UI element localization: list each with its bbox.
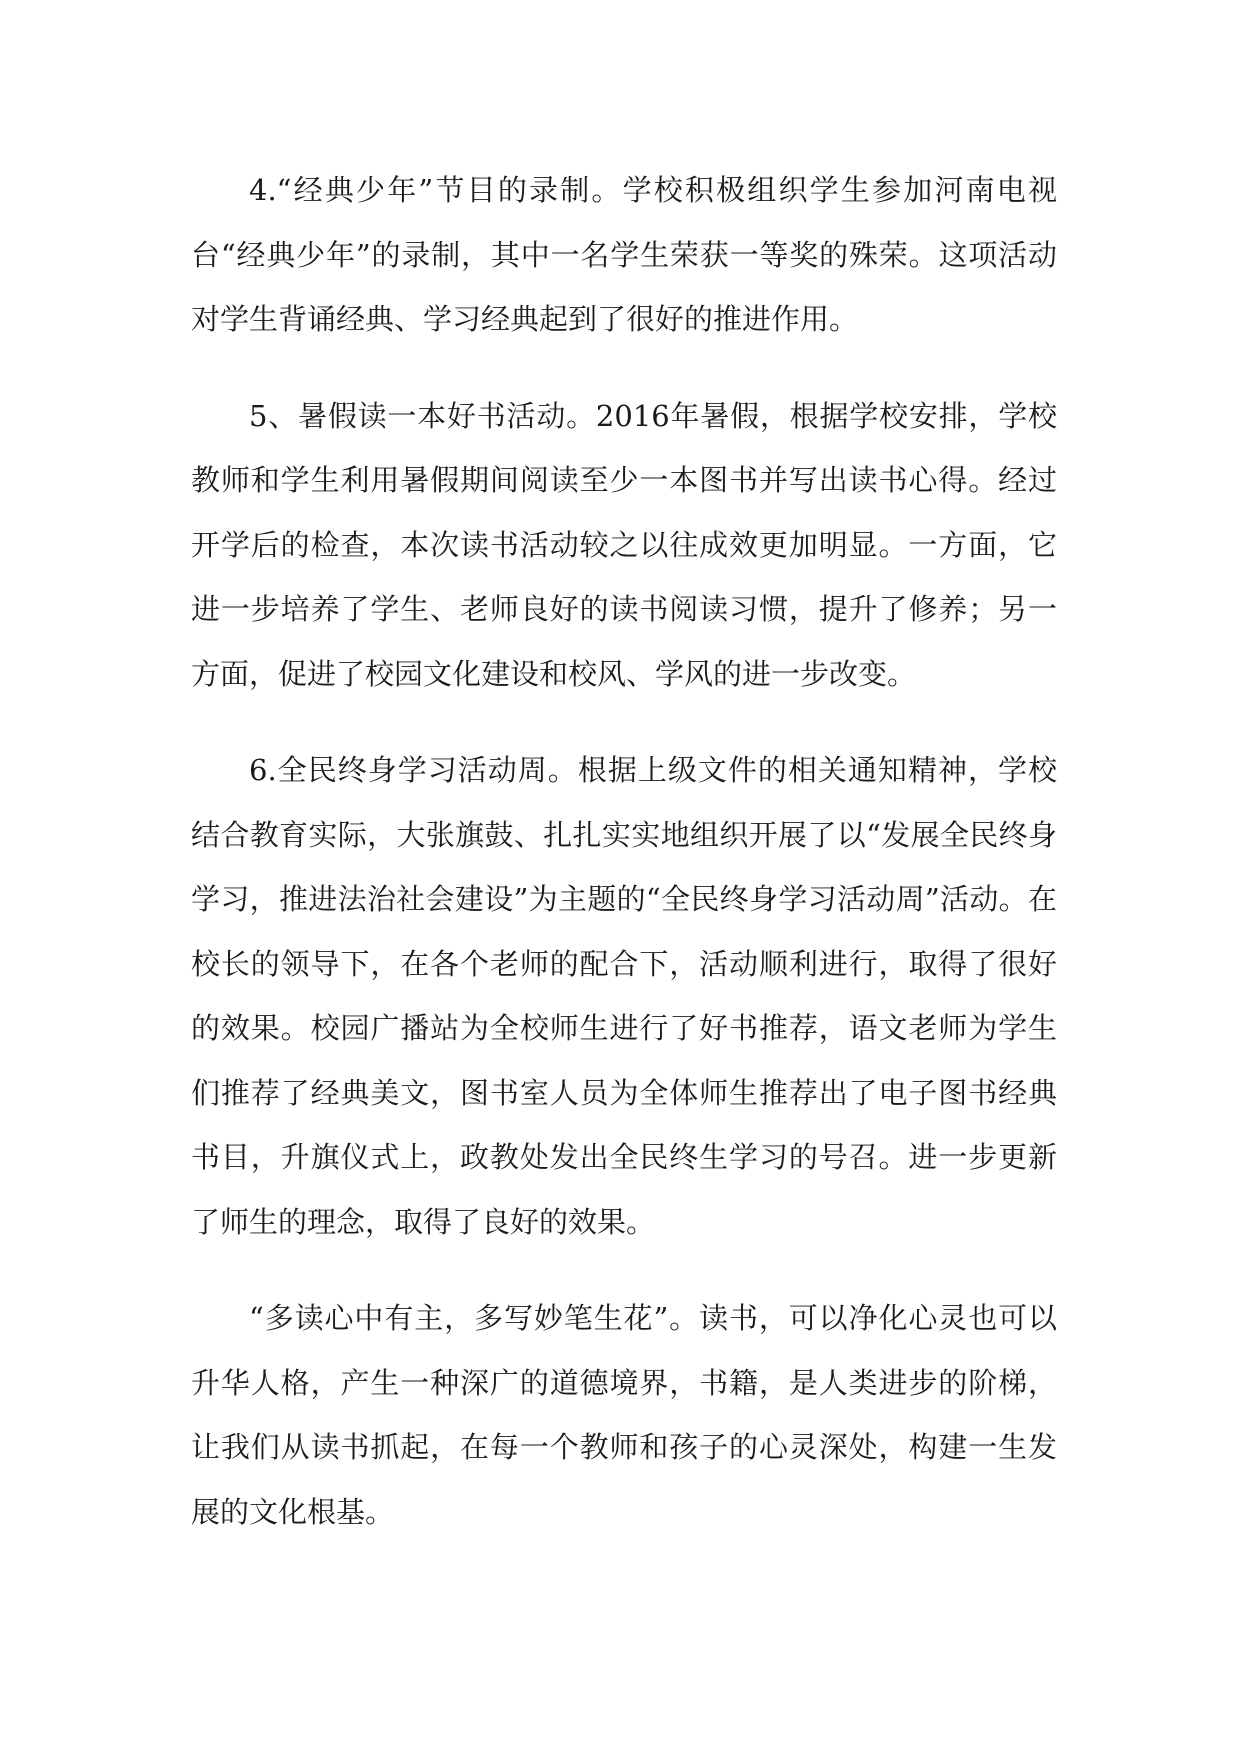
paragraph-classic-youth: 4.“经典少年”节目的录制。学校积极组织学生参加河南电视台“经典少年”的录制，其中一名学生荣获一等奖的殊荣。这项活动对学生背诵经典、学习经典起到了很好的推进作用。 bbox=[191, 173, 1057, 336]
document-body bbox=[191, 158, 1057, 1576]
paragraph-summer-reading: 5、暑假读一本好书活动。2016年暑假，根据学校安排，学校教师和学生利用暑假期间阅读至少一本图书并写出读书心得。经过开学后的检查，本次读书活动较之以往成效更加明显。一方面，它进一步培养了学生、老师良好的读书阅读习惯，提升了修养；另一方面，促进了校园文化建设和校风、学风的进一步改变。 bbox=[191, 398, 1057, 691]
paragraph-conclusion: “多读心中有主，多写妙笔生花”。读书，可以净化心灵也可以升华人格，产生一种深广的道德境界，书籍，是人类进步的阶梯，让我们从读书抓起，在每一个教师和孩子的心灵深处，构建一生发展的文化根基。 bbox=[191, 1301, 1057, 1529]
paragraph-lifelong-learning-week: 6.全民终身学习活动周。根据上级文件的相关通知精神，学校结合教育实际，大张旗鼓、扎扎实实地组织开展了以“发展全民终身学习，推进法治社会建设”为主题的“全民终身学习活动周”活动。在校长的领导下，在各个老师的配合下，活动顺利进行，取得了很好的效果。校园广播站为全校师生进行了好书推荐，语文老师为学生们推荐了经典美文，图书室人员为全体师生推荐出了电子图书经典书目，升旗仪式上，政教处发出全民终生学习的号召。进一步更新了师生的理念，取得了良好的效果。 bbox=[191, 753, 1057, 1239]
